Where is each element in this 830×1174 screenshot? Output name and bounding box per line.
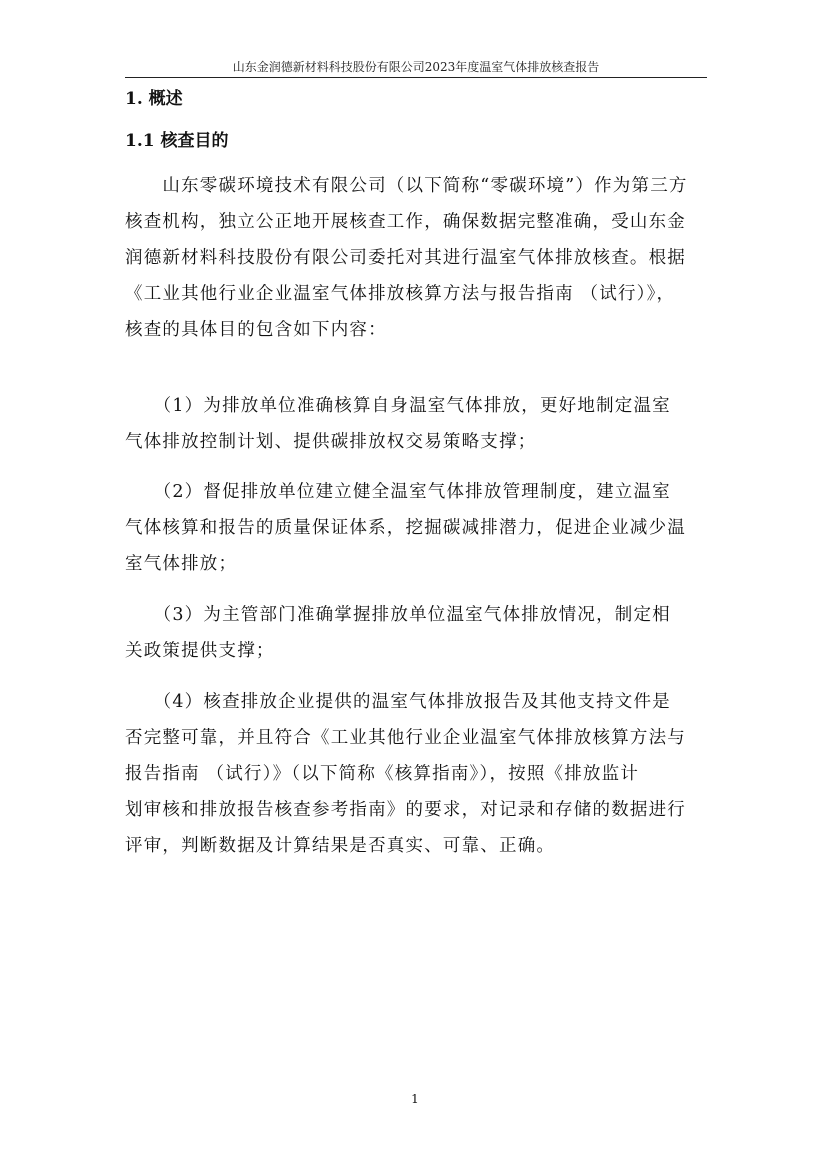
text-line: 《工业其他行业企业温室气体排放核算方法与报告指南 （试行）》， [125, 284, 676, 304]
purpose-item-1 [125, 388, 705, 460]
purpose-item-2 [125, 474, 705, 582]
text-line: 评审，判断数据及计算结果是否真实、可靠、正确。 [125, 836, 556, 856]
text-line: 室气体排放； [125, 554, 238, 574]
text-line: （2）督促排放单位建立健全温室气体排放管理制度，建立温室 [125, 482, 671, 502]
text-line: 关政策提供支撑； [125, 641, 275, 661]
text-line: （4）核查排放企业提供的温室气体排放报告及其他支持文件是 [125, 692, 671, 712]
text-line: 润德新材料科技股份有限公司委托对其进行温室气体排放核查。根据 [125, 248, 686, 268]
section-heading-1-1: 1.1 核查目的 [125, 131, 229, 151]
text-line: 核查机构，独立公正地开展核查工作，确保数据完整准确，受山东金 [125, 212, 686, 232]
section-heading-1: 1. 概述 [125, 89, 183, 109]
purpose-item-3 [125, 597, 705, 669]
intro-paragraph [125, 168, 705, 348]
purpose-item-4 [125, 684, 705, 864]
text-line: （3）为主管部门准确掌握排放单位温室气体排放情况，制定相 [125, 605, 671, 625]
text-line: （1）为排放单位准确核算自身温室气体排放，更好地制定温室 [125, 396, 671, 416]
text-line: 核查的具体目的包含如下内容： [125, 320, 387, 340]
text-line: 划审核和排放报告核查参考指南》的要求，对记录和存储的数据进行 [125, 800, 686, 820]
text-line: 报告指南 （试行）》（以下简称《核算指南》），按照《排放监计 [125, 764, 640, 784]
text-line: 否完整可靠，并且符合《工业其他行业企业温室气体排放核算方法与 [125, 728, 686, 748]
text-line: 山东零碳环境技术有限公司（以下简称“零碳环境”）作为第三方 [125, 176, 688, 196]
text-line: 气体排放控制计划、提供碳排放权交易策略支撑； [125, 432, 537, 452]
running-header: 山东金润德新材料科技股份有限公司2023年度温室气体排放核查报告 [232, 60, 600, 74]
text-line: 气体核算和报告的质量保证体系，挖掘碳减排潜力，促进企业减少温 [125, 518, 686, 538]
header-divider [125, 77, 707, 78]
page-number: 1 [411, 1092, 419, 1106]
